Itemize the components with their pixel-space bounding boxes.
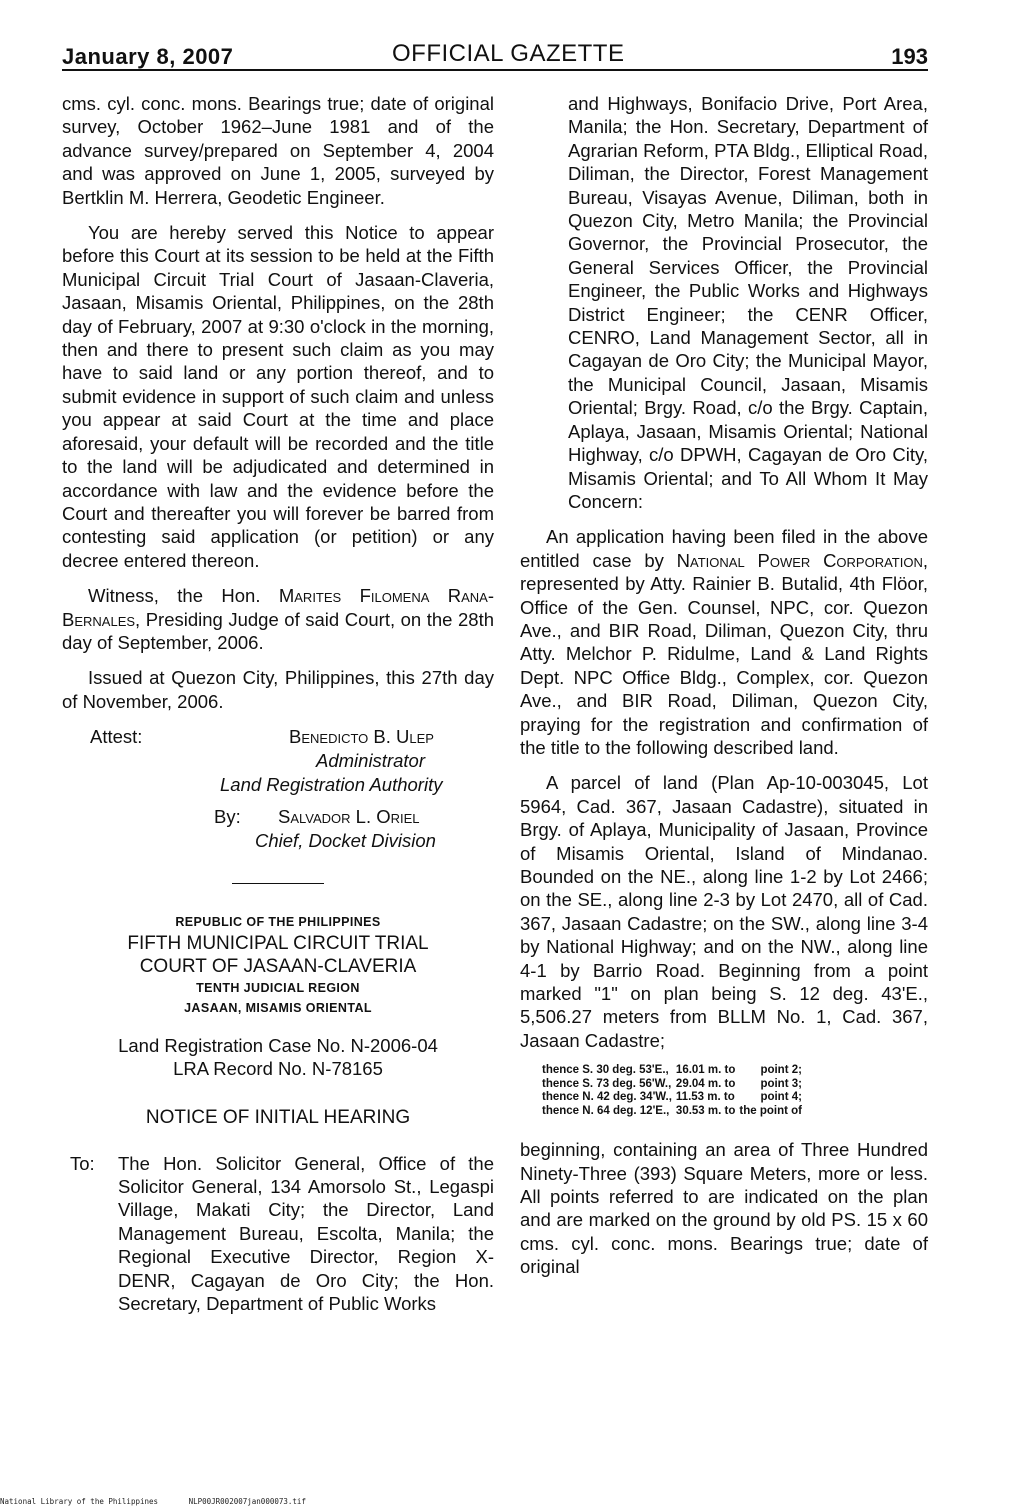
application-post: , represented by Atty. Rainier B. Butalid, 4th Flöor, Office of the Gen. Counsel, NPC, cor. Quezon Ave., and BIR Road, Diliman, Quezon City, thru Atty. Melchor P. Ridulme, Land & Land Rights Dept. NPC Office Bldg., Complex, cor. Quezon Ave., and BIR Road, Diliman, Quezon City, praying for the registration and confirmation of the title to the following described land. [520,549,928,758]
bearings-table [542,1064,928,1118]
attest-name: Benedicto B. Ulep [289,726,434,748]
lra-record-number: LRA Record No. N-78165 [173,1058,383,1080]
case-number: Land Registration Case No. N-2006-04 [118,1035,438,1057]
bearing-distance: 11.53 m. to [675,1091,735,1104]
attest-role: Administrator [316,750,425,772]
judicial-region: TENTH JUDICIAL REGION [196,981,360,996]
header-rule [62,69,928,71]
bearing-point: the point of [739,1104,802,1117]
bearing-row [542,1105,806,1119]
attest-label: Attest: [90,726,143,748]
republic-line: REPUBLIC OF THE PHILIPPINES [175,915,381,930]
judge-name: Marites Filomena Rana-Bernales [62,585,495,630]
bearing-point: point 3; [760,1077,802,1090]
bearing-direction: thence N. 42 deg. 34'W., [542,1091,672,1104]
addressee-block [62,1152,494,1316]
case-numbers [62,1034,494,1080]
bearing-direction: thence S. 73 deg. 56'W., [542,1077,672,1090]
bearing-point: point 4; [760,1091,802,1104]
right-column [520,92,928,1291]
by-name: Salvador L. Oriel [278,806,420,828]
addressee-list-part1: The Hon. Solicitor General, Office of the Solicitor General, 134 Amorsolo St., Legaspi Village, Makati City; the Director, Land Management Bureau, Escolta, Manila; the Regional Executive Director, Region X-DENR, Cagayan de Oro City; the Hon. Secretary, Department of Public Works [118,1152,494,1314]
survey-paragraph: cms. cyl. conc. mons. Bearings true; date of original survey, October 1962–June 1981 and of the advance survey/prepared on September 4, 2004 and was approved on June 1, 2005, surveyed by Bertklin M. Herrera, Geodetic Engineer. [62,93,494,208]
section-divider [232,883,324,884]
bearing-distance: 29.04 m. to [675,1077,736,1090]
court-name-line2: COURT OF JASAAN-CLAVERIA [139,956,417,978]
page-header [62,40,928,74]
notice-paragraph: You are hereby served this Notice to appear before this Court at its session to be held at the Fifth Municipal Circuit Trial Court of Jasaan-Claveria, Jasaan, Misamis Oriental, Philippines, on the 28th day of February, 2007 at 9:30 o'clock in the morning, then and there to present such claim as you may have to said land or any portion thereof, and to submit evidence in support of such claim and unless you appear at said Court at the time and place aforesaid, your default will be recorded and the title to the land will be adjudicated and determined in accordance with law and the evidence before the Court and thereafter you will forever be barred from contesting said application (or petition) or any decree entered thereon. [62,222,494,571]
closing-paragraph: beginning, containing an area of Three Hundred Ninety-Three (393) Square Meters, more or less. All points referred to are indicated on the plan and are marked on the ground by old PS. 15 x 60 cms. cyl. conc. mons. Bearings true; date of original [520,1139,928,1278]
issue-date: January 8, 2007 [62,44,234,69]
notice-title: NOTICE OF INITIAL HEARING [145,1107,411,1129]
left-column [62,92,494,1315]
court-name-line1: FIFTH MUNICIPAL CIRCUIT TRIAL [127,933,429,955]
file-identifier: NLP00JR002007jan000073.tif [188,1497,306,1506]
bearing-direction: thence S. 30 deg. 53'E., [542,1064,669,1077]
witness-post: , Presiding Judge of said Court, on the 28th day of September, 2006. [62,608,494,653]
applicant-name: National Power Corporation [676,549,923,571]
bearing-distance: 16.01 m. to [675,1064,736,1077]
library-credit: National Library of the Philippines [0,1497,159,1506]
court-location: JASAAN, MISAMIS ORIENTAL [184,1001,372,1016]
application-pre: An application having been filed in the above entitled case by [520,526,928,571]
publication-title: OFFICIAL GAZETTE [392,40,625,67]
to-label: To: [70,1152,95,1174]
issued-paragraph: Issued at Quezon City, Philippines, this 27th day of November, 2006. [62,667,494,712]
witness-paragraph [62,584,494,654]
addressee-list-part2: and Highways, Bonifacio Drive, Port Area, Manila; the Hon. Secretary, Department of Agrarian Reform, PTA Bldg., Elliptical Road, Diliman, the Director, Forest Management Bureau, Visayas Avenue, Diliman, both in Quezon City, Metro Manila; the Provincial Governor, the Provincial Prosecutor, the General Services Officer, the Provincial Engineer, the Public Works and Highways District Engineer; the CENR Officer, CENRO, Land Management Sector, all in Cagayan de Oro City; the Municipal Mayor, the Municipal Council, Jasaan, Misamis Oriental; Brgy. Road, c/o the Brgy. Captain, Aplaya, Jasaan, Misamis Oriental; National Highway, c/o DPWH, Cagayan de Oro City, Misamis Oriental; and To All Whom It May Concern: [568,93,928,512]
parcel-description: A parcel of land (Plan Ap-10-003045, Lot 5964, Cad. 367, Jasaan Cadastre), situated in Brgy. of Aplaya, Municipality of Jasaan, Province of Misamis Oriental, Island of Mindanao. Bounded on the NE., along line 1-2 by Lot 2466; on the SE., along line 2-3 by Lot 2470, all of Cad. 367, Jasaan Cadastre; on the SW., along line 3-4 by National Highway; and on the NW., along line 4-1 by Barrio Road. Beginning from a point marked "1" on plan being S. 12 deg. 43'E., 5,506.27 meters from BLLM No. 1, Cad. 367, Jasaan Cadastre; [520,772,928,1051]
bearing-distance: 30.53 m. to [675,1104,736,1117]
bearing-row [542,1064,806,1078]
by-label: By: [214,806,241,828]
by-role: Chief, Docket Division [255,830,436,852]
bearing-direction: thence N. 64 deg. 12'E., [542,1104,670,1117]
page-number: 193 [891,44,928,69]
bearing-row [542,1078,806,1092]
attest-agency: Land Registration Authority [220,774,443,796]
witness-pre: Witness, the Hon. [88,585,261,607]
application-paragraph [520,525,928,759]
attest-block [62,725,494,865]
bearing-point: point 2; [760,1064,802,1077]
scan-footer [0,1497,332,1506]
court-heading [62,912,494,1018]
bearing-row [542,1091,806,1105]
